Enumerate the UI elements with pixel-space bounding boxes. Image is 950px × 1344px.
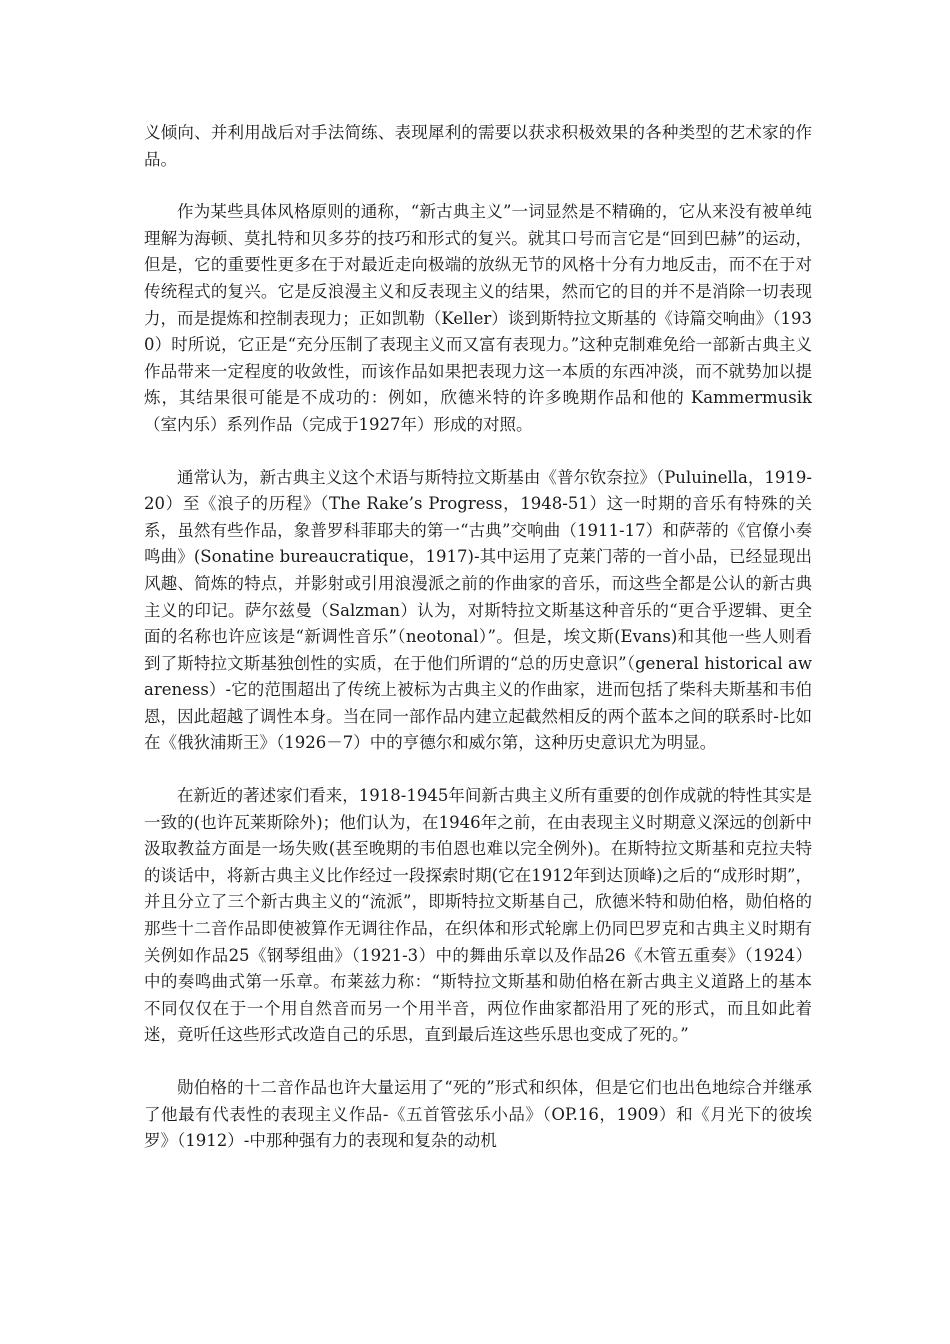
paragraph-continuation: 义倾向、并利用战后对手法简练、表现犀利的需要以获求积极效果的各种类型的艺术家的作品。 bbox=[144, 123, 812, 169]
paragraph-recent-writers: 在新近的著述家们看来，1918-1945年间新古典主义所有重要的创作成就的特性其实是一致的(也许瓦莱斯除外)；他们认为，在1946年之前，在由表现主义时期意义深远的创新中汲取教益方面是一场失败(甚至晚期的韦伯恩也难以完全例外)。在斯特拉文斯基和克拉夫特的谈话中，将新古典主义比作经过一段探索时期(它在1912年到达顶峰)之后的“成形时期”，并且分立了三个新古典主义的“流派”，即斯特拉文斯基自己，欣德米特和勋伯格，勋伯格的那些十二音作品即使被算作无调往作品，在织体和形式轮廓上仍同巴罗克和古典主义时期有关例如作品25《钢琴组曲》（1921-3）中的舞曲乐章以及作品26《木管五重奏》（1924）中的奏鸣曲式第一乐章。布莱兹力称：“斯特拉文斯基和勋伯格在新古典主义道路上的基本不同仅仅在于一个用自然音而另一个用半音，两位作曲家都沿用了死的形式，而且如此着迷，竟听任这些形式改造自己的乐思，直到最后连这些乐思也变成了死的。” bbox=[144, 786, 812, 1045]
document-body bbox=[144, 120, 812, 1181]
paragraph-stravinsky-period: 通常认为，新古典主义这个术语与斯特拉文斯基由《普尔钦奈拉》（Puluinella，1919-20）至《浪子的历程》（The Rake’s Progress，1948-51）这一时期的音乐有特殊的关系，虽然有些作品，象普罗科菲耶夫的第一“古典”交响曲（1911-17）和萨蒂的《官僚小奏鸣曲》(Sonatine bureaucratique，1917)-其中运用了克莱门蒂的一首小品，已经显现出风趣、简炼的特点，并影射或引用浪漫派之前的作曲家的音乐，而这些全都是公认的新古典主义的印记。萨尔兹曼（Salzman）认为，对斯特拉文斯基这种音乐的“更合乎逻辑、更全面的名称也许应该是“新调性音乐”（neotonal）”。但是，埃文斯(Evans)和其他一些人则看到了斯特拉文斯基独创性的实质，在于他们所谓的“总的历史意识”（general historical awareness）-它的范围超出了传统上被标为古典主义的作曲家，进而包括了柴科夫斯基和韦伯恩，因此超越了调性本身。当在同一部作品内建立起截然相反的两个蓝本之间的联系时-比如在《俄狄浦斯王》（1926－7）中的亨德尔和威尔第，这种历史意识尤为明显。 bbox=[144, 467, 812, 753]
paragraph-neoclassicism-definition: 作为某些具体风格原则的通称，“新古典主义”一词显然是不精确的，它从来没有被单纯理解为海顿、莫扎特和贝多芬的技巧和形式的复兴。就其口号而言它是“回到巴赫”的运动，但是，它的重要性更多在于对最近走向极端的放纵无节的风格十分有力地反击，而不在于对传统程式的复兴。它是反浪漫主义和反表现主义的结果，然而它的目的并不是消除一切表现力，而是提炼和控制表现力；正如凯勒（Keller）谈到斯特拉文斯基的《诗篇交响曲》（1930）时所说，它正是“充分压制了表现主义而又富有表现力。”这种克制难免给一部新古典主义作品带来一定程度的收敛性，而该作品如果把表现力这一本质的东西冲淡，而不就势加以提炼，其结果很可能是不成功的：例如，欣德米特的许多晚期作品和他的 Kammermusik（室内乐）系列作品（完成于1927年）形成的对照。 bbox=[144, 202, 812, 434]
paragraph-schoenberg-twelve-tone: 勋伯格的十二音作品也许大量运用了“死的”形式和织体，但是它们也出色地综合并继承了他最有代表性的表现主义作品-《五首管弦乐小品》（OP.16，1909）和《月光下的彼埃罗》（1912）-中那种强有力的表现和复杂的动机 bbox=[144, 1078, 812, 1151]
